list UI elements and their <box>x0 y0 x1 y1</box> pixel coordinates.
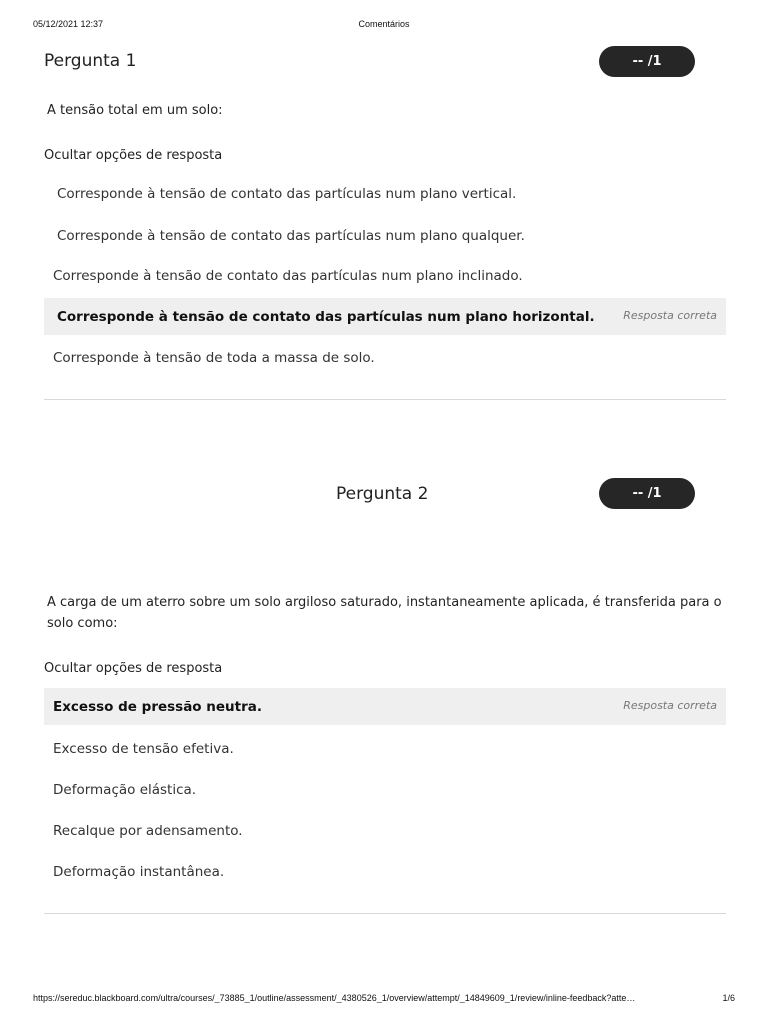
question-1-text: A tensão total em um solo: <box>47 103 223 118</box>
question-2-divider <box>44 913 726 914</box>
question-1-option-4 <box>44 298 726 335</box>
question-1-option-2 <box>44 217 726 254</box>
option-text: Recalque por adensamento. <box>53 822 243 839</box>
option-text: Deformação instantânea. <box>53 863 225 880</box>
option-text: Excesso de pressão neutra. <box>53 698 263 715</box>
question-1-title: Pergunta 1 <box>44 51 137 71</box>
print-page-number: 1/6 <box>722 993 735 1003</box>
question-2-text: A carga de um aterro sobre um solo argiloso saturado, instantaneamente aplicada, é transferida para o solo como: <box>47 595 722 631</box>
option-text: Excesso de tensão efetiva. <box>53 740 234 757</box>
option-text: Corresponde à tensão de contato das partículas num plano inclinado. <box>53 267 523 284</box>
print-url: https://sereduc.blackboard.com/ultra/courses/_73885_1/outline/assessment/_4380526_1/overview/attempt/_14849609_1/review/inline-feedback?atte… <box>33 993 636 1003</box>
question-2-option-3 <box>44 771 726 808</box>
question-2-option-2 <box>44 730 726 767</box>
correct-answer-tag: Resposta correta <box>623 699 717 712</box>
question-1-option-1 <box>44 175 726 212</box>
question-1-option-5 <box>44 339 726 376</box>
option-text: Corresponde à tensão de contato das partículas num plano qualquer. <box>57 227 525 244</box>
question-1-divider <box>44 399 726 400</box>
print-footer <box>33 993 735 1007</box>
correct-answer-tag: Resposta correta <box>623 309 717 322</box>
option-text: Deformação elástica. <box>53 781 197 798</box>
question-1-option-3 <box>44 257 726 294</box>
print-title: Comentários <box>358 19 410 29</box>
print-header <box>33 19 735 33</box>
option-text: Corresponde à tensão de contato das partículas num plano vertical. <box>57 185 517 202</box>
question-1-score: -- /1 <box>599 46 695 77</box>
question-2-option-1 <box>44 688 726 725</box>
question-1-hide-options-toggle[interactable]: Ocultar opções de resposta <box>44 148 223 163</box>
question-2-option-5 <box>44 853 726 890</box>
option-text: Corresponde à tensão de toda a massa de solo. <box>53 349 375 366</box>
question-2-hide-options-toggle[interactable]: Ocultar opções de resposta <box>44 661 223 676</box>
question-2-option-4 <box>44 812 726 849</box>
print-datetime: 05/12/2021 12:37 <box>33 19 104 29</box>
option-text: Corresponde à tensão de contato das partículas num plano horizontal. <box>57 308 595 325</box>
question-2-title: Pergunta 2 <box>336 484 429 504</box>
question-2-score: -- /1 <box>599 478 695 509</box>
